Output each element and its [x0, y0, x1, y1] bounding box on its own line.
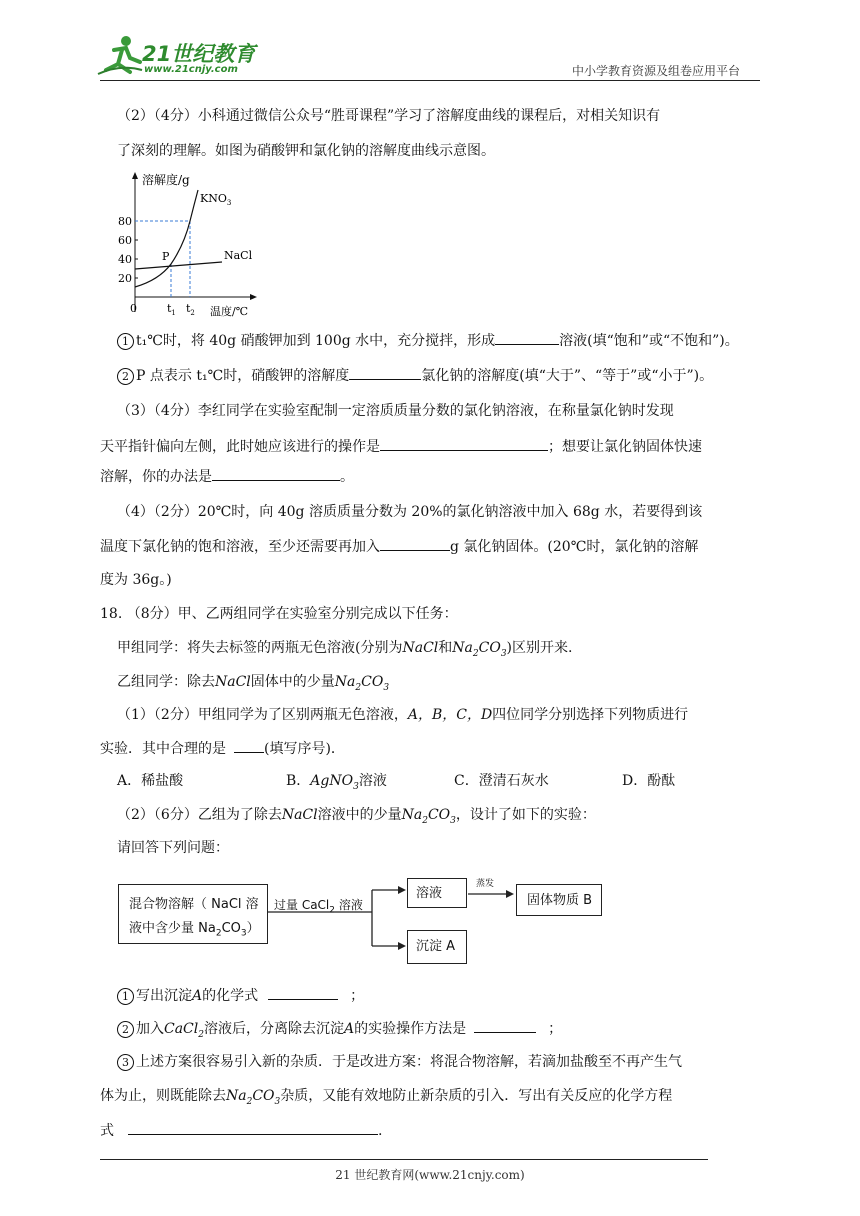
q18-s1: 1 写出沉淀A的化学式 ； — [117, 985, 364, 1006]
mixture-box: 混合物溶解（ NaCl 溶 液中含少量 $Na_2CO_3$） — [118, 884, 268, 944]
xtick-t1: $t_1$ — [167, 302, 176, 317]
flow-diagram — [118, 870, 608, 970]
footer-rule — [100, 1159, 708, 1160]
xtick-t2: $t_2$ — [186, 302, 195, 317]
q18-title: 18. （8分）甲、乙两组同学在实验室分别完成以下任务： — [100, 606, 458, 622]
answer-blank-1[interactable] — [495, 330, 559, 345]
answer-blank-6[interactable] — [234, 738, 264, 753]
q17-4-line1: （4）（2分）20℃时，向 40g 溶质质量分数为 20%的氯化钠溶液中加入 68g 水，若要得到该 — [117, 504, 703, 520]
q17-2-intro-2: 了深刻的理解。如图为硝酸钾和氯化钠的溶解度曲线示意图。 — [117, 143, 495, 159]
runner-logo-icon — [96, 34, 144, 78]
ytick-20: 20 — [118, 272, 132, 285]
q18-option-c: C．澄清石灰水 — [454, 773, 549, 789]
chart-ylabel: 溶解度/g — [142, 173, 190, 187]
logo — [96, 34, 266, 80]
answer-blank-9[interactable] — [128, 1120, 378, 1135]
answer-blank-2[interactable] — [349, 365, 421, 380]
q18-s3-line1: 3 上述方案很容易引入新的杂质．于是改进方案：将混合物溶解，若滴加盐酸至不再产生气 — [117, 1052, 682, 1072]
platform-name: 中小学教育资源及组卷应用平台 — [572, 64, 741, 78]
q18-s3-line2: 体为止，则既能除去$Na_2CO_3$杂质，又能有效地防止新杂质的引入．写出有关反应的化学方程 — [100, 1088, 673, 1107]
evaporate-label: 蒸发 — [476, 879, 495, 889]
x-axis-arrow — [250, 294, 257, 300]
logo-title: 21世纪教育 — [142, 42, 256, 66]
kno3-label: $KNO_3$ — [200, 192, 232, 207]
arrow-to-solid — [506, 890, 514, 898]
q18-s2: 2 加入CaCl$_2$溶液后，分离除去沉淀A的实验操作方法是 ； — [117, 1018, 562, 1045]
point-p-label: P — [162, 250, 170, 263]
q18-jia: 甲组同学：将失去标签的两瓶无色溶液(分别为NaCl和$Na_2CO_3$)区别开来. — [117, 640, 573, 659]
answer-blank-7[interactable] — [268, 985, 338, 1000]
ytick-40: 40 — [118, 253, 132, 266]
answer-blank-3[interactable] — [380, 436, 548, 451]
answer-blank-5[interactable] — [380, 536, 450, 551]
circle-num-1: 1 — [117, 333, 134, 350]
arrow-label-cacl2: 过量 CaCl$_2$ 溶液 — [274, 898, 363, 916]
q17-2-sub1: 1 t₁℃时，将 40g 硝酸钾加到 100g 水中，充分搅拌，形成 溶液(填“饱和”或“不饱和”)。 — [117, 330, 739, 351]
q18-yi: 乙组同学：除去NaCl固体中的少量$Na_2CO_3$ — [117, 674, 390, 693]
arrow-to-precipitate — [398, 942, 406, 950]
chart-xlabel: 温度/℃ — [210, 305, 249, 318]
answer-blank-8[interactable] — [474, 1018, 536, 1033]
q17-3-line3: 溶解，你的办法是 。 — [100, 466, 354, 487]
q18-option-b: B．AgNO$_3$溶液 — [286, 773, 387, 792]
q18-option-d: D．酚酞 — [622, 773, 676, 789]
solid-b-box: 固体物质 B — [516, 884, 602, 916]
ytick-60: 60 — [118, 234, 132, 247]
q17-3-line2: 天平指针偏向左侧，此时她应该进行的操作是 ；想要让氯化钠固体快速 — [100, 436, 702, 457]
nacl-curve — [135, 262, 222, 269]
answer-blank-4[interactable] — [212, 466, 340, 481]
kno3-curve — [135, 190, 198, 287]
q18-option-a: A．稀盐酸 — [117, 773, 184, 789]
header-rule — [100, 80, 760, 81]
footer-text: 21 世纪教育网(www.21cnjy.com) — [335, 1168, 525, 1182]
solution-box: 溶液 — [407, 878, 467, 908]
precipitate-a-box: 沉淀 A — [407, 930, 467, 964]
arrow-to-solution — [398, 886, 406, 894]
q18-p1-line1: （1）（2分）甲组同学为了区别两瓶无色溶液，A，B，C，D四位同学分别选择下列物质进行 — [117, 707, 689, 723]
nacl-label: NaCl — [224, 249, 253, 262]
y-axis-arrow — [132, 172, 138, 179]
origin-label: 0 — [130, 302, 137, 315]
q18-s3-line3: 式 . — [100, 1120, 382, 1141]
solubility-chart — [114, 170, 274, 320]
q18-p1-line2: 实验．其中合理的是 (填写序号)． — [100, 738, 345, 759]
q17-2-intro-1: （2）（4分）小科通过微信公众号“胜哥课程”学习了溶解度曲线的课程后，对相关知识有 — [117, 108, 661, 124]
q17-4-line3: 度为 36g。) — [100, 572, 172, 588]
q17-2-sub2: 2 P 点表示 t₁℃时，硝酸钾的溶解度 氯化钠的溶解度(填“大于”、“等于”或“小于”)。 — [117, 365, 713, 386]
q17-3-line1: （3）（4分）李红同学在实验室配制一定溶质质量分数的氯化钠溶液，在称量氯化钠时发现 — [117, 403, 674, 419]
q18-ask: 请回答下列问题： — [117, 840, 229, 856]
ytick-80: 80 — [118, 215, 132, 228]
logo-url: www.21cnjy.com — [144, 64, 238, 75]
q18-p2: （2）（6分）乙组为了除去NaCl溶液中的少量$Na_2CO_3$，设计了如下的实验： — [117, 807, 596, 826]
q17-4-line2: 温度下氯化钠的饱和溶液，至少还需要再加入 g 氯化钠固体。(20℃时，氯化钠的溶解 — [100, 536, 698, 557]
circle-num-2: 2 — [117, 368, 134, 385]
